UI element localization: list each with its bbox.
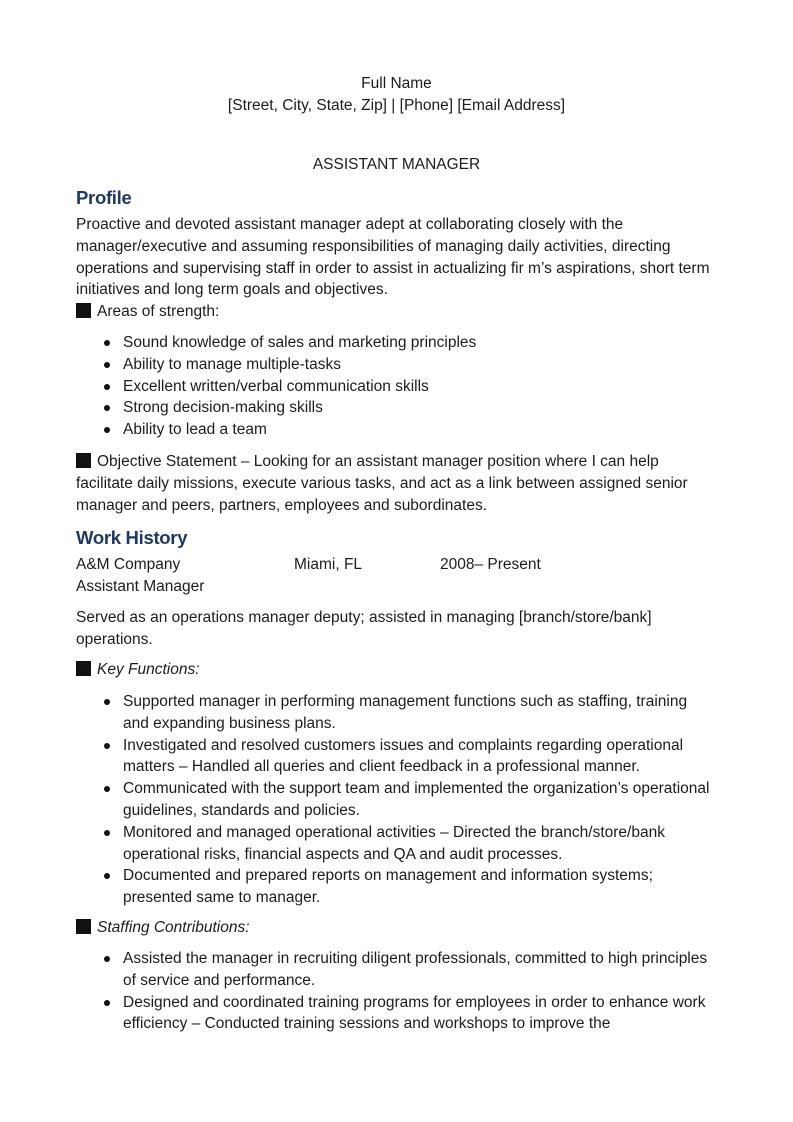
full-name: Full Name	[361, 75, 432, 92]
list-item: Monitored and managed operational activities – Directed the branch/store/bank operational risks, financial aspects and QA and audit processes.	[123, 822, 716, 866]
work-history-heading: Work History	[76, 527, 188, 548]
list-item: Investigated and resolved customers issues and complaints regarding operational matters – Handled all queries and client feedback in a professional manner.	[123, 735, 716, 779]
objective-statement	[76, 451, 716, 516]
job-location: Miami, FL	[294, 556, 363, 573]
job-position: Assistant Manager	[76, 578, 205, 595]
staffing-label	[76, 917, 716, 939]
staffing-label-text: Staffing Contributions:	[97, 919, 250, 936]
company-name: A&M Company	[76, 556, 181, 573]
square-bullet-icon	[76, 453, 91, 468]
objective-label: Objective Statement	[97, 453, 237, 470]
list-item: Supported manager in performing management functions such as staffing, training and expanding business plans.	[123, 691, 716, 735]
list-item: Communicated with the support team and implemented the organization’s operational guidelines, standards and policies.	[123, 778, 716, 822]
job-title: ASSISTANT MANAGER	[312, 156, 481, 173]
job-summary: Served as an operations manager deputy; assisted in managing [branch/store/bank] operations.	[76, 609, 652, 648]
list-item: Excellent written/verbal communication skills	[123, 376, 716, 398]
profile-text: Proactive and devoted assistant manager adept at collaborating closely with the manager/executive and assuming responsibilities of managing daily activities, directing operations and supervising staff in order to assist in actualizing fir m’s aspirations, short term initiatives and long term goals and objectives.	[76, 216, 710, 299]
job-row	[76, 554, 716, 576]
list-item: Strong decision-making skills	[123, 397, 716, 419]
key-functions-label-text: Key Functions:	[97, 661, 200, 678]
list-item: Documented and prepared reports on management and information systems; presented same to manager.	[123, 865, 716, 909]
objective-text: – Looking for an assistant manager position where I can help facilitate daily missions, execute various tasks, and act as a link between assigned senior manager and peers, partners, employees and subordinates.	[76, 453, 688, 514]
strengths-list	[76, 332, 716, 441]
list-item: Sound knowledge of sales and marketing principles	[123, 332, 716, 354]
list-item: Designed and coordinated training programs for employees in order to enhance work efficiency – Conducted training sessions and workshops to improve the	[123, 992, 716, 1036]
square-bullet-icon	[76, 303, 91, 318]
square-bullet-icon	[76, 661, 91, 676]
staffing-list	[76, 948, 716, 1035]
job-dates: 2008– Present	[440, 556, 541, 573]
strengths-label	[76, 301, 716, 323]
square-bullet-icon	[76, 919, 91, 934]
contact-line: [Street, City, State, Zip] | [Phone] [Email Address]	[227, 97, 566, 114]
list-item: Ability to manage multiple-tasks	[123, 354, 716, 376]
strengths-label-text: Areas of strength:	[97, 303, 220, 320]
list-item: Assisted the manager in recruiting diligent professionals, committed to high principles of service and performance.	[123, 948, 716, 992]
key-functions-list	[76, 691, 716, 909]
key-functions-label	[76, 659, 716, 681]
list-item: Ability to lead a team	[123, 419, 716, 441]
profile-heading: Profile	[76, 187, 132, 208]
